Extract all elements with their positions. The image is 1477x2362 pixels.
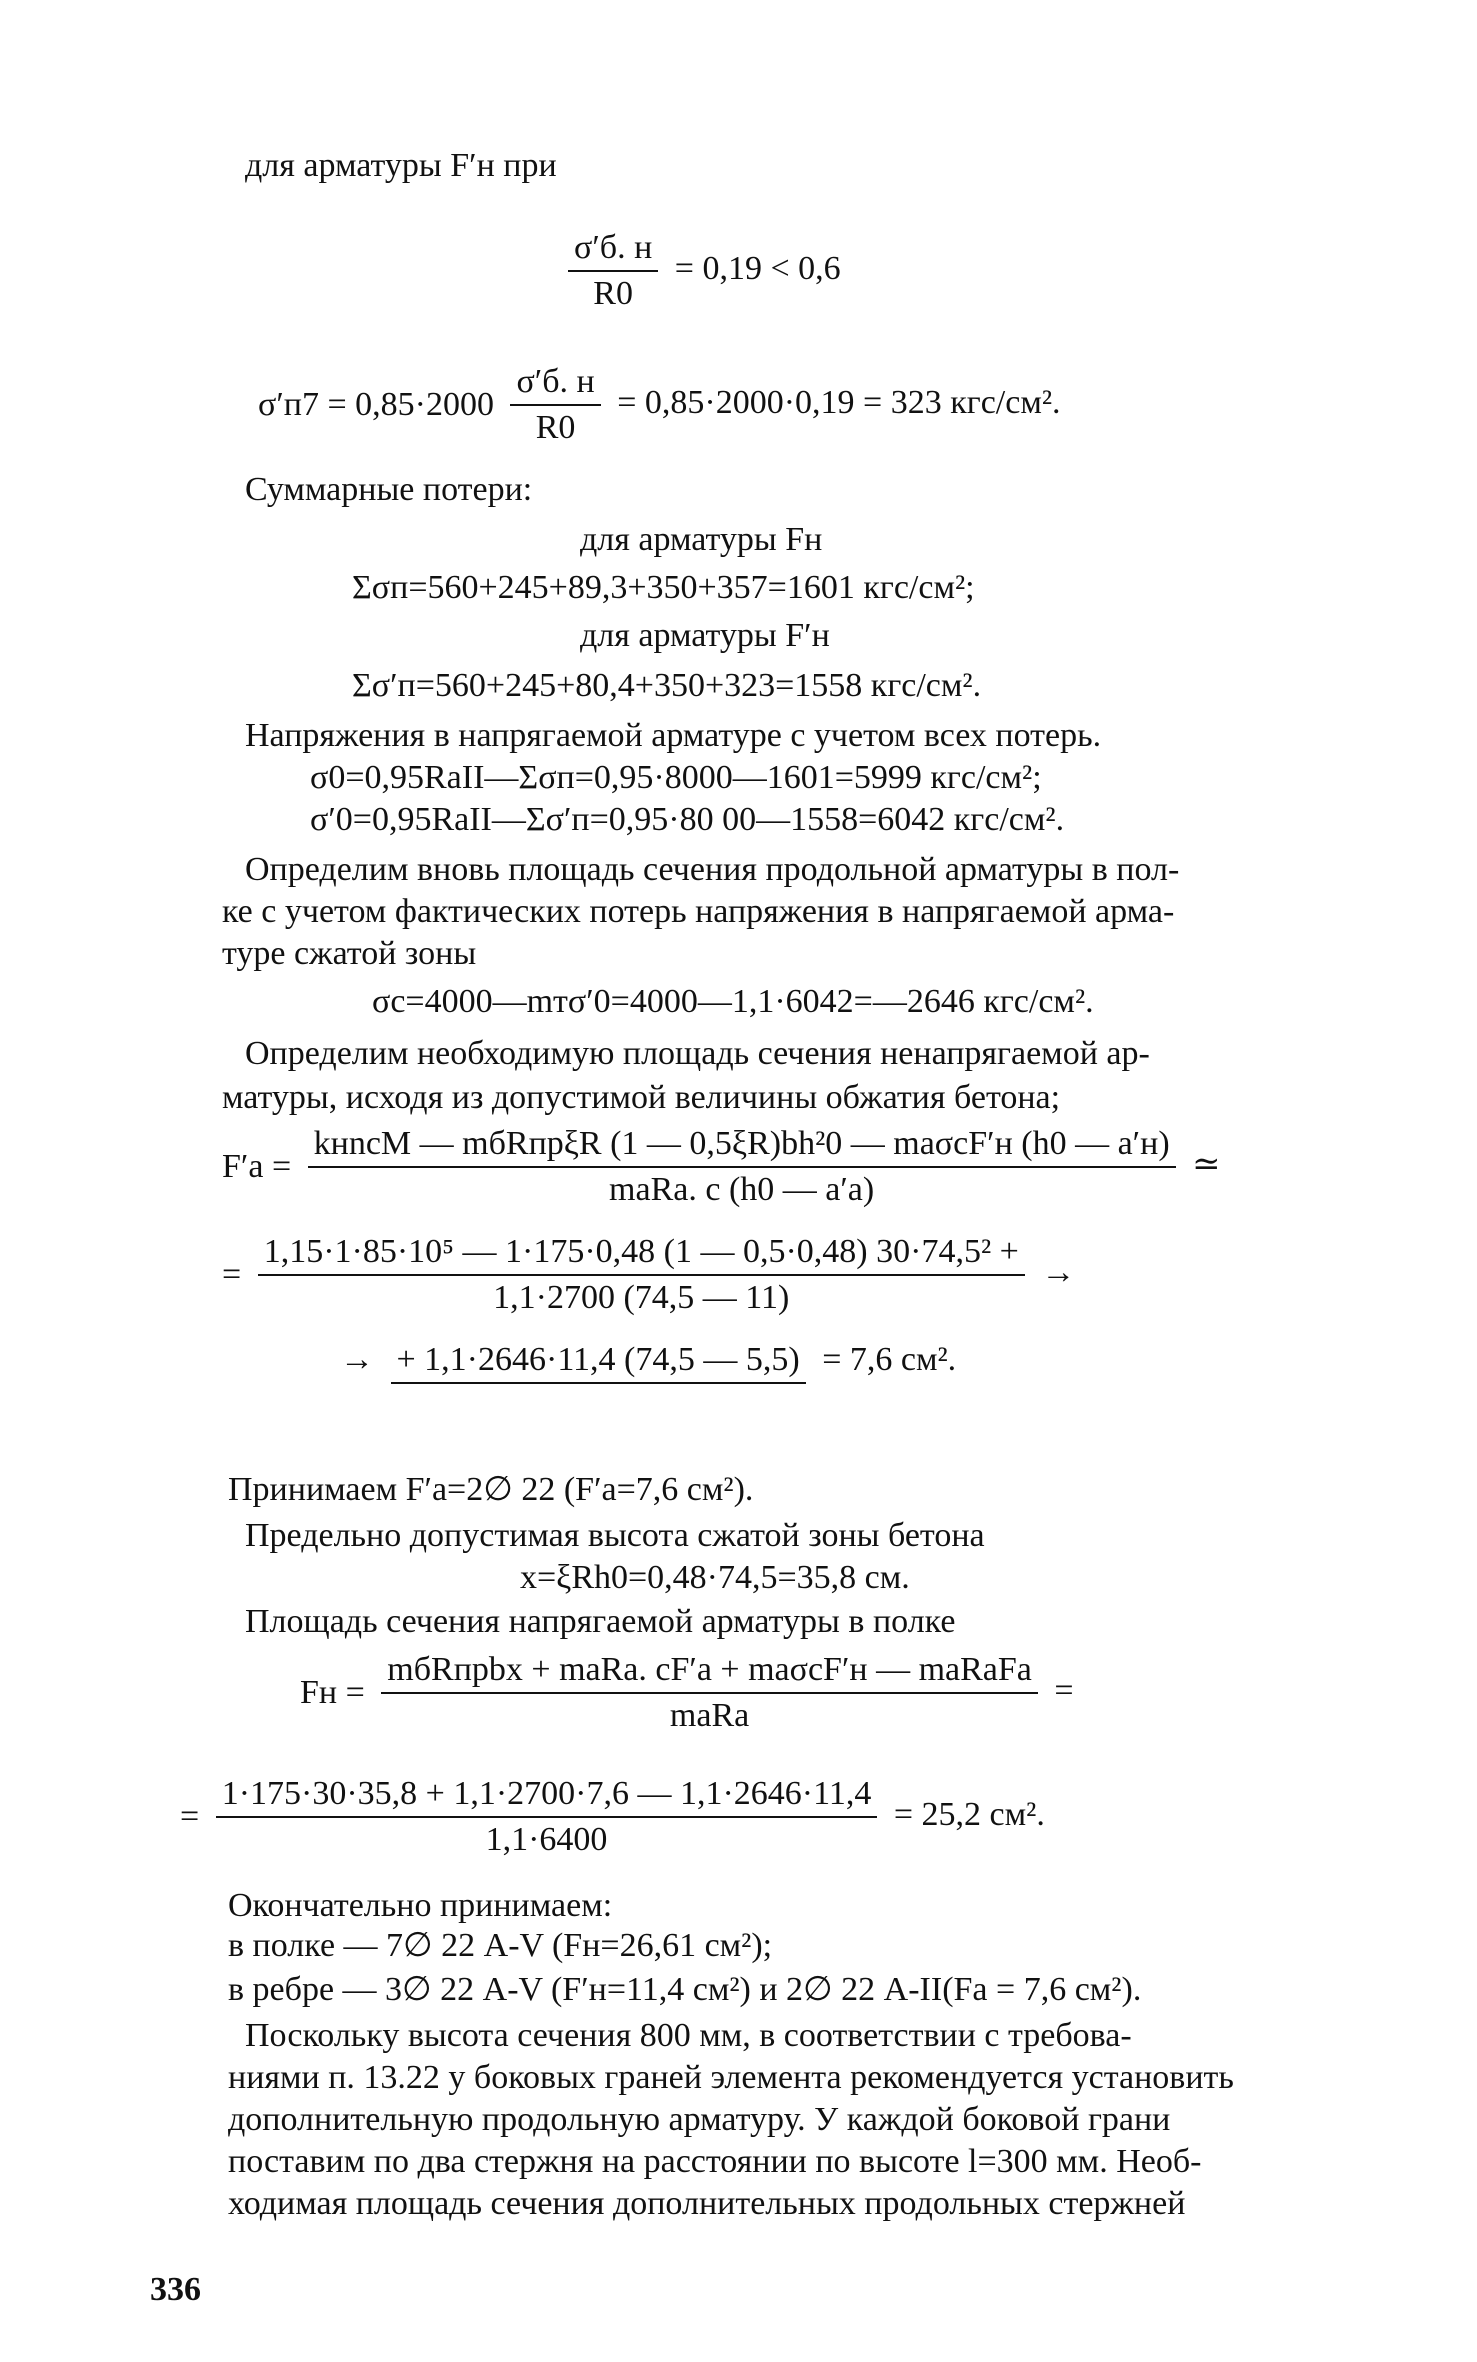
text-line: ниями п. 13.22 у боковых граней элемента рекомендуется установить bbox=[228, 2059, 1234, 2096]
formula-rhs: = 7,6 см². bbox=[822, 1341, 957, 1378]
fraction-numerator: kнnсM — mбRпрξR (1 — 0,5ξR)bh²0 — maσсF′н (h0 — a′н) bbox=[308, 1124, 1176, 1168]
fraction bbox=[510, 362, 600, 448]
formula-rhs: = bbox=[1054, 1671, 1074, 1709]
formula-rhs: = 0,85·2000·0,19 = 323 кгс/см². bbox=[617, 383, 1061, 421]
continuation-arrow-icon: → bbox=[340, 1341, 374, 1378]
formula-Fn bbox=[300, 1650, 1074, 1736]
text-line: Окончательно принимаем: bbox=[228, 1887, 613, 1924]
formula-line: Σσ′п=560+245+80,4+350+323=1558 кгс/см². bbox=[352, 667, 982, 704]
formula-lhs: = bbox=[180, 1798, 200, 1835]
fraction-denominator: maRa bbox=[669, 1697, 750, 1734]
formula-Fa-continued bbox=[340, 1340, 956, 1384]
formula-rhs: = 25,2 см². bbox=[893, 1795, 1045, 1833]
fraction bbox=[381, 1650, 1038, 1736]
formula-line: σс=4000—mтσ′0=4000—1,1·6042=—2646 кгс/см². bbox=[372, 983, 1094, 1020]
formula-Fa bbox=[222, 1124, 1221, 1210]
fraction-denominator: 1,1·6400 bbox=[485, 1821, 608, 1858]
text-line: дополнительную продольную арматуру. У каждой боковой грани bbox=[228, 2101, 1171, 2138]
formula-sigma-p7 bbox=[258, 362, 1061, 448]
formula-lhs: σ′п7 = 0,85·2000 bbox=[258, 386, 494, 423]
fraction bbox=[258, 1232, 1025, 1318]
text-line: Поскольку высота сечения 800 мм, в соответствии с требова- bbox=[245, 2017, 1132, 2054]
fraction-numerator: 1,15·1·85·10⁵ — 1·175·0,48 (1 — 0,5·0,48) 30·74,5² + bbox=[258, 1232, 1025, 1276]
text-line: матуры, исходя из допустимой величины обжатия бетона; bbox=[222, 1079, 1061, 1116]
fraction-numerator: σ′б. н bbox=[568, 228, 658, 272]
formula-line: x=ξRh0=0,48·74,5=35,8 см. bbox=[520, 1559, 910, 1596]
text-line: Площадь сечения напрягаемой арматуры в полке bbox=[245, 1603, 956, 1640]
text-line: Предельно допустимая высота сжатой зоны бетона bbox=[245, 1517, 985, 1554]
text-line: ходимая площадь сечения дополнительных продольных стержней bbox=[228, 2185, 1186, 2222]
formula-line: σ′0=0,95RaII—Σσ′п=0,95·80 00—1558=6042 кгс/см². bbox=[310, 801, 1065, 838]
formula-lhs: F′a = bbox=[222, 1148, 292, 1185]
fraction-denominator: R0 bbox=[593, 275, 633, 312]
formula-Fa-numeric bbox=[222, 1232, 1075, 1318]
text-line: в полке — 7∅ 22 A-V (Fн=26,61 см²); bbox=[228, 1927, 773, 1964]
fraction bbox=[308, 1124, 1176, 1210]
formula-line: σ0=0,95RaII—Σσп=0,95·8000—1601=5999 кгс/см²; bbox=[310, 759, 1042, 796]
text-line: поставим по два стержня на расстоянии по высоте l=300 мм. Необ- bbox=[228, 2143, 1202, 2180]
fraction-denominator: R0 bbox=[535, 409, 576, 446]
text-line: Определим вновь площадь сечения продольной арматуры в пол- bbox=[245, 851, 1180, 888]
text-line: ке с учетом фактических потерь напряжения в напрягаемой арма- bbox=[222, 893, 1175, 930]
fraction bbox=[216, 1774, 878, 1860]
text-line: для арматуры Fн bbox=[580, 521, 823, 558]
page-number: 336 bbox=[150, 2271, 201, 2308]
formula-line: Σσп=560+245+89,3+350+357=1601 кгс/см²; bbox=[352, 569, 975, 606]
formula-rhs: ≃ bbox=[1192, 1145, 1221, 1183]
fraction-denominator: 1,1·2700 (74,5 — 11) bbox=[493, 1279, 790, 1316]
fraction-numerator: 1·175·30·35,8 + 1,1·2700·7,6 — 1,1·2646·11,4 bbox=[216, 1774, 878, 1818]
text-line: Определим необходимую площадь сечения ненапрягаемой ар- bbox=[245, 1035, 1150, 1072]
continuation-arrow-icon: → bbox=[1041, 1253, 1076, 1291]
text-line: для арматуры F′н при bbox=[245, 147, 557, 184]
text-line: в ребре — 3∅ 22 A-V (F′н=11,4 см²) и 2∅ 22 A-II(Fa = 7,6 см²). bbox=[228, 1971, 1142, 2008]
formula-rhs: = 0,19 < 0,6 bbox=[674, 249, 841, 287]
text-line: для арматуры F′н bbox=[580, 617, 830, 654]
text-line: Принимаем F′a=2∅ 22 (F′a=7,6 см²). bbox=[228, 1471, 754, 1508]
fraction-numerator: + 1,1·2646·11,4 (74,5 — 5,5) bbox=[391, 1340, 806, 1384]
formula-lhs: = bbox=[222, 1256, 242, 1293]
text-line: Напряжения в напрягаемой арматуре с учетом всех потерь. bbox=[245, 717, 1102, 754]
text-line: Суммарные потери: bbox=[245, 471, 533, 508]
formula-ratio bbox=[560, 228, 841, 314]
fraction-denominator: maRa. с (h0 — a′a) bbox=[609, 1171, 875, 1208]
fraction bbox=[568, 228, 658, 314]
fraction bbox=[391, 1340, 806, 1384]
formula-lhs: Fн = bbox=[300, 1674, 365, 1711]
formula-Fn-numeric bbox=[180, 1774, 1045, 1860]
text-line: туре сжатой зоны bbox=[222, 935, 477, 972]
fraction-numerator: σ′б. н bbox=[510, 362, 600, 406]
fraction-numerator: mбRпрbx + maRa. сF′a + maσсF′н — maRaFa bbox=[381, 1650, 1038, 1694]
